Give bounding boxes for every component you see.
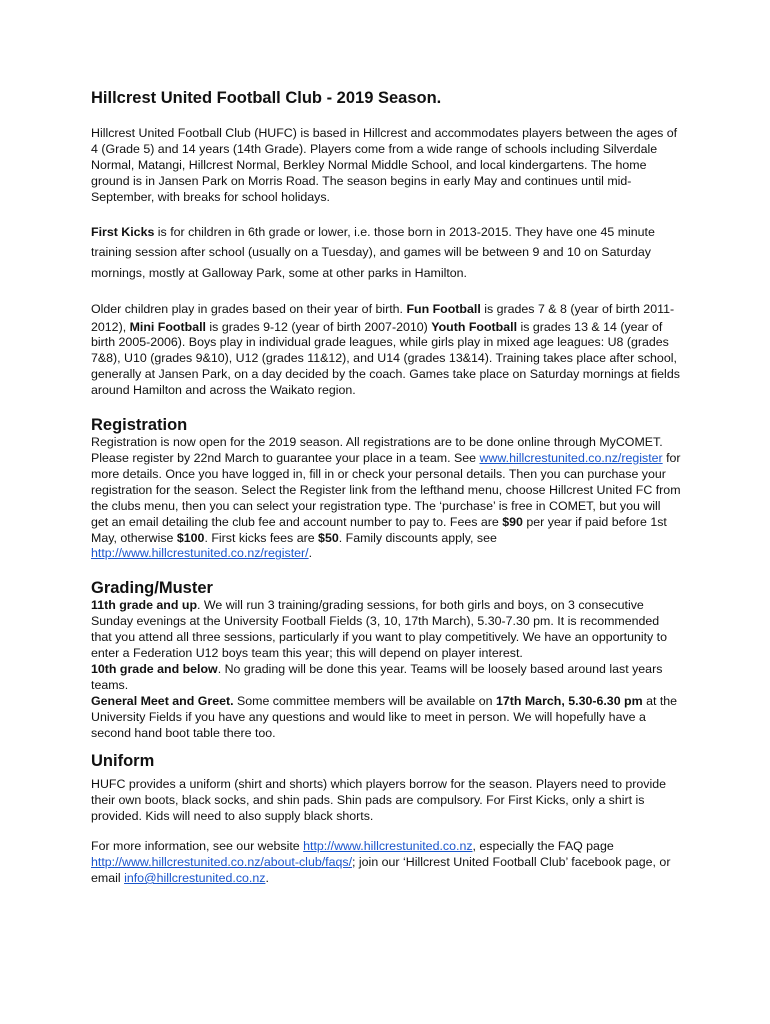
more-info-text-1: For more information, see our website [91, 839, 304, 854]
more-info-text-4: . [265, 871, 269, 885]
meet-greet-text-1: Some committee members will be available on [233, 693, 496, 708]
grading-heading: Grading/Muster [91, 579, 213, 598]
registration-text-5: . Family discounts apply, see [338, 530, 497, 545]
meet-greet-text-2: at the University Fields if you have any questions and would like to meet in person. We will hopefully have a second hand boot table there too. [91, 693, 678, 740]
uniform-heading: Uniform [91, 752, 155, 771]
grading-senior-text: . We will run 3 training/grading sessions, for both girls and boys, on 3 consecutive Sunday evenings at the University Football Fields (3, 10, 17th March), 5.30-7.30 pm. It is recommended that you attend all three sessions, particularly if you want to play competitively. We have an opportunity to enter a Federation U12 boys team this year; this will depend on player interest. [91, 598, 668, 661]
meet-greet-label: General Meet and Greet. [91, 693, 234, 708]
registration-paragraph [91, 435, 681, 562]
registration-text-3: per year if paid before 1st May, otherwise [91, 514, 667, 545]
youth-football-label: Youth Football [431, 319, 518, 334]
fee-late: $100 [176, 530, 205, 545]
more-info-text-3: ; join our ‘Hillcrest United Football Club’ facebook page, or email [91, 855, 671, 885]
older-text-3: is grades 9-12 (year of birth 2007-2010) [205, 319, 432, 334]
meet-greet-paragraph [91, 694, 681, 742]
more-info-text-2: , especially the FAQ page [472, 839, 614, 854]
faq-link[interactable]: http://www.hillcrestunited.co.nz/about-club/faqs/ [91, 855, 353, 870]
older-text-1: Older children play in grades based on their year of birth. [91, 302, 407, 317]
first-kicks-text: is for children in 6th grade or lower, i.e. those born in 2013-2015. They have one 45 minute training session after school (usually on a Tuesday), and games will be between 9 and 10 on Saturday mornings, mostly at Galloway Park, some at other parks in Hamilton. [91, 224, 655, 280]
grading-junior-text: . No grading will be done this year. Teams will be loosely based around last years teams. [91, 661, 663, 692]
document-title: Hillcrest United Football Club - 2019 Season. [91, 89, 442, 107]
fee-early: $90 [502, 514, 523, 529]
grading-junior-paragraph [91, 662, 681, 694]
meet-greet-date: 17th March, 5.30-6.30 pm [495, 693, 643, 708]
more-info-paragraph [91, 839, 681, 887]
registration-text-1: Registration is now open for the 2019 season. All registrations are to be done online through MyCOMET. Please register by 22nd March to guarantee your place in a team. See [91, 435, 663, 465]
discounts-link[interactable]: http://www.hillcrestunited.co.nz/register/ [91, 546, 309, 561]
uniform-paragraph: HUFC provides a uniform (shirt and shorts) which players borrow for the season. Players need to provide their own boots, black socks, and shin pads. Shin pads are compulsory. For First Kicks, only a shirt is provided. Kids will need to also supply black shorts. [91, 777, 667, 824]
grading-senior-paragraph [91, 598, 681, 662]
fee-first-kicks: $50 [318, 530, 339, 545]
registration-text-4: . First kicks fees are [204, 530, 319, 545]
grading-senior-label: 11th grade and up [91, 598, 198, 613]
document-page [91, 88, 681, 887]
older-children-paragraph [91, 299, 681, 399]
registration-text-6: . [308, 546, 313, 561]
older-text-2: is grades 7 & 8 (year of birth 2011-2012), [91, 302, 675, 334]
mini-football-label: Mini Football [129, 319, 206, 334]
website-link[interactable]: http://www.hillcrestunited.co.nz [303, 839, 473, 854]
older-text-4: is grades 13 & 14 (year of birth 2005-2006). Boys play in individual grade leagues, while girls play in mixed age leagues: U8 (grades 7&8), U10 (grades 9&10), U12 (grades 11&12), and U14 (grades 13&14). Training takes place after school, generally at Jansen Park, on a day decided by the coach. Games take place on Saturday mornings at fields around Hamilton and across the Waikato region. [91, 319, 680, 398]
registration-heading: Registration [91, 416, 188, 435]
first-kicks-label: First Kicks [91, 224, 155, 239]
intro-paragraph: Hillcrest United Football Club (HUFC) is based in Hillcrest and accommodates players between the ages of 4 (Grade 5) and 14 years (14th Grade). Players come from a wide range of schools including Silverdale Normal, Matangi, Hillcrest Normal, Berkley Normal Middle School, and local kindergartens. The home ground is in Jansen Park on Morris Road. The season begins in early May and continues until mid-September, with breaks for school holidays. [91, 126, 678, 204]
register-link[interactable]: www.hillcrestunited.co.nz/register [479, 450, 663, 465]
fun-football-label: Fun Football [406, 302, 481, 317]
email-link[interactable]: info@hillcrestunited.co.nz [124, 871, 266, 885]
first-kicks-paragraph [91, 222, 681, 284]
grading-junior-label: 10th grade and below [91, 661, 218, 676]
registration-text-2: for more details. Once you have logged in, fill in or check your personal details. Then you can purchase your registration for the season. Select the Register link from the lefthand menu, choose Hillcrest United FC from the clubs menu, then you can select your registration type. The ‘purchase’ is free in COMET, but you will get an email detailing the club fee and account number to pay to. Fees are [91, 450, 681, 529]
